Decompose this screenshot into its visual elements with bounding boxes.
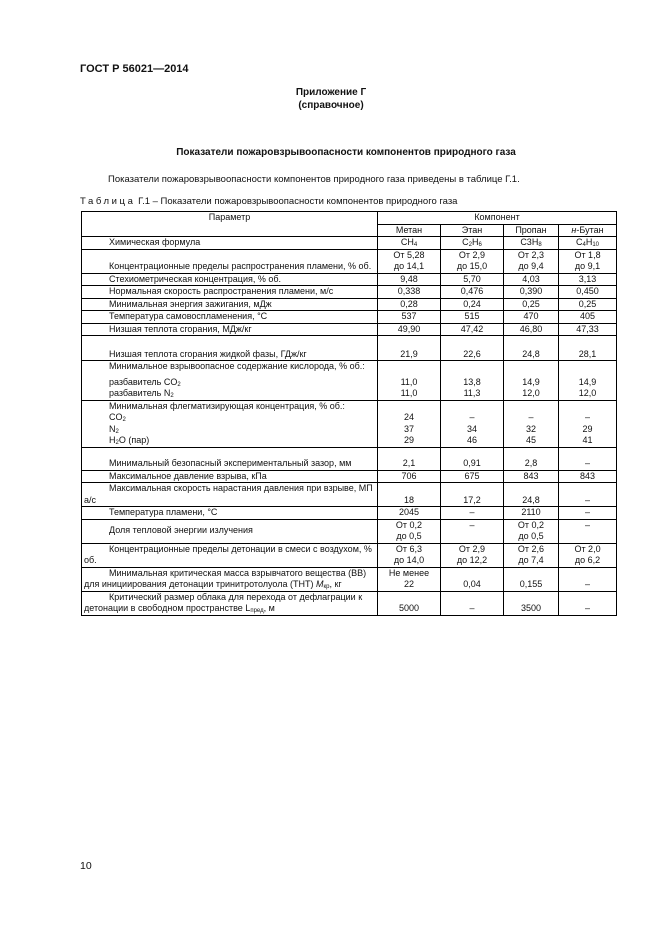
cell-butane: – [559,507,617,520]
cell-methane: 49,90 [378,323,441,336]
cell-methane: 21,9 [378,336,441,361]
intro-paragraph: Показатели пожаровзрывоопасности компонентов природного газа приведены в таблице Г.1. [108,174,520,185]
cell-propane: 0,155 [504,567,559,591]
table-row [82,323,617,336]
row-label: Стехиометрическая концентрация, % об. [82,273,378,286]
cell-butane: 0,450 [559,286,617,299]
table-row [82,361,617,401]
cell-methane: От 6,3 до 14,0 [378,543,441,567]
cell-propane: 24,8 [504,336,559,361]
formula-butane: $C_4H_{10}$ [559,237,617,250]
section-title: Показатели пожаровзрывоопасности компонентов природного газа [176,147,516,158]
cell-propane: 2110 [504,507,559,520]
cell-butane: 28,1 [559,336,617,361]
cell-ethane: От 2,9 до 12,2 [441,543,504,567]
cell-propane: 470 [504,311,559,324]
row-label: Доля тепловой энергии излучения [82,519,378,543]
row-label: Концентрационные пределы детонации в смеси с воздухом, % об. [82,543,378,567]
cell-propane: 2,8 [504,447,559,470]
cell-propane: 0,390 [504,286,559,299]
table-row [82,311,617,324]
cell-butane: – [559,447,617,470]
col-propane: Пропан [504,224,559,237]
cell-methane: 2,1 [378,447,441,470]
cell-methane: 706 [378,470,441,483]
table-row [82,470,617,483]
table-row [82,567,617,591]
row-label: Максимальная скорость нарастания давления при взрыве, МП а/с [82,483,378,507]
table-row [82,543,617,567]
cell-butane: – 29 41 [559,400,617,447]
param-header: Параметр [82,212,378,237]
table-row [82,591,617,615]
formula-propane: $C3H_8$ [504,237,559,250]
cell-ethane: – [441,519,504,543]
cell-ethane: 675 [441,470,504,483]
document-header: ГОСТ Р 56021—2014 [80,63,189,75]
table-row [82,483,617,507]
cell-propane: – 32 45 [504,400,559,447]
formula-ethane: $C_2H_6$ [441,237,504,250]
components-table [81,211,617,616]
col-ethane: Этан [441,224,504,237]
col-butane-prefix: н [571,224,577,235]
cell-butane: 405 [559,311,617,324]
cell-propane: 0,25 [504,298,559,311]
cell-methane: 24 37 29 [378,400,441,447]
row-label: Химическая формула [82,237,378,250]
cell-methane: 0,28 [378,298,441,311]
cell-methane: 537 [378,311,441,324]
cell-butane: От 1,8 до 9,1 [559,249,617,273]
row-label: Минимальная флегматизирующая концентрация, % об.: $CO_2$ $N_2$ $H_2O$ (пар) [82,400,378,447]
cell-butane: 843 [559,470,617,483]
cell-propane: 46,80 [504,323,559,336]
table-caption [80,196,457,207]
table-row [82,336,617,361]
annex-title: Приложение Г [295,87,367,98]
caption-text: Г.1 – Показатели пожаровзрывоопасности компонентов природного газа [135,196,458,207]
cell-ethane: – [441,507,504,520]
cell-methane: 0,338 [378,286,441,299]
cell-methane: 11,0 11,0 [378,361,441,401]
row-label: Минимальный безопасный экспериментальный зазор, мм [82,447,378,470]
col-methane: Метан [378,224,441,237]
cell-butane: – [559,483,617,507]
cell-ethane: 5,70 [441,273,504,286]
row-label: Минимальная критическая масса взрывчатого вещества (ВВ) для инициирования детонации тринитротолуола (ТНТ) $M_{кр}$, кг [82,567,378,591]
table-row [82,249,617,273]
cell-methane: 5000 [378,591,441,615]
row-label: Температура самовоспламенения, °С [82,311,378,324]
cell-propane: От 2,3 до 9,4 [504,249,559,273]
cell-methane: От 0,2 до 0,5 [378,519,441,543]
table-row [82,519,617,543]
formula-methane: $CH_4$ [378,237,441,250]
cell-ethane: – 34 46 [441,400,504,447]
annex-subtitle: (справочное) [298,100,364,111]
row-label: Минимальное взрывоопасное содержание кислорода, % об.: разбавитель $CO_2$ разбавитель $N_2$ [82,361,378,401]
cell-ethane: 515 [441,311,504,324]
row-label: Температура пламени, °С [82,507,378,520]
table-row [82,298,617,311]
cell-methane: 18 [378,483,441,507]
cell-ethane: 47,42 [441,323,504,336]
table-row [82,273,617,286]
cell-butane: – [559,519,617,543]
cell-ethane: 0,24 [441,298,504,311]
cell-ethane: 22,6 [441,336,504,361]
cell-butane: От 2,0 до 6,2 [559,543,617,567]
row-label: Низшая теплота сгорания, МДж/кг [82,323,378,336]
cell-butane: – [559,591,617,615]
cell-propane: От 2,6 до 7,4 [504,543,559,567]
cell-propane: 843 [504,470,559,483]
cell-ethane: 0,04 [441,567,504,591]
table-row [82,447,617,470]
cell-butane: 47,33 [559,323,617,336]
cell-ethane: 0,91 [441,447,504,470]
cell-ethane: От 2,9 до 15,0 [441,249,504,273]
row-label: Критический размер облака для перехода от дефлаграции к детонации в свободном пространстве $L_{пред}$, м [82,591,378,615]
component-header: Компонент [378,212,617,225]
cell-ethane: 0,476 [441,286,504,299]
table-header-row [82,212,617,225]
caption-word: Таблица [80,196,136,207]
cell-methane: 2045 [378,507,441,520]
cell-butane: 3,13 [559,273,617,286]
cell-propane: 3500 [504,591,559,615]
cell-propane: 14,9 12,0 [504,361,559,401]
cell-ethane: 13,8 11,3 [441,361,504,401]
row-label: Концентрационные пределы распространения пламени, % об. [82,249,378,273]
table-row [82,507,617,520]
col-butane [559,224,617,237]
table-row [82,237,617,250]
cell-butane: – [559,567,617,591]
row-label: Нормальная скорость распространения пламени, м/с [82,286,378,299]
cell-propane: 4,03 [504,273,559,286]
table-row [82,286,617,299]
cell-butane: 14,9 12,0 [559,361,617,401]
cell-propane: 24,8 [504,483,559,507]
cell-ethane: – [441,591,504,615]
cell-methane: Не менее 22 [378,567,441,591]
row-label: Низшая теплота сгорания жидкой фазы, ГДж/кг [82,336,378,361]
row-label: Минимальная энергия зажигания, мДж [82,298,378,311]
cell-propane: От 0,2 до 0,5 [504,519,559,543]
cell-ethane: 17,2 [441,483,504,507]
cell-methane: От 5,28 до 14,1 [378,249,441,273]
row-label: Максимальное давление взрыва, кПа [82,470,378,483]
col-butane-name: -Бутан [576,224,604,235]
cell-methane: 9,48 [378,273,441,286]
cell-butane: 0,25 [559,298,617,311]
page-number: 10 [80,860,92,872]
table-row [82,400,617,447]
